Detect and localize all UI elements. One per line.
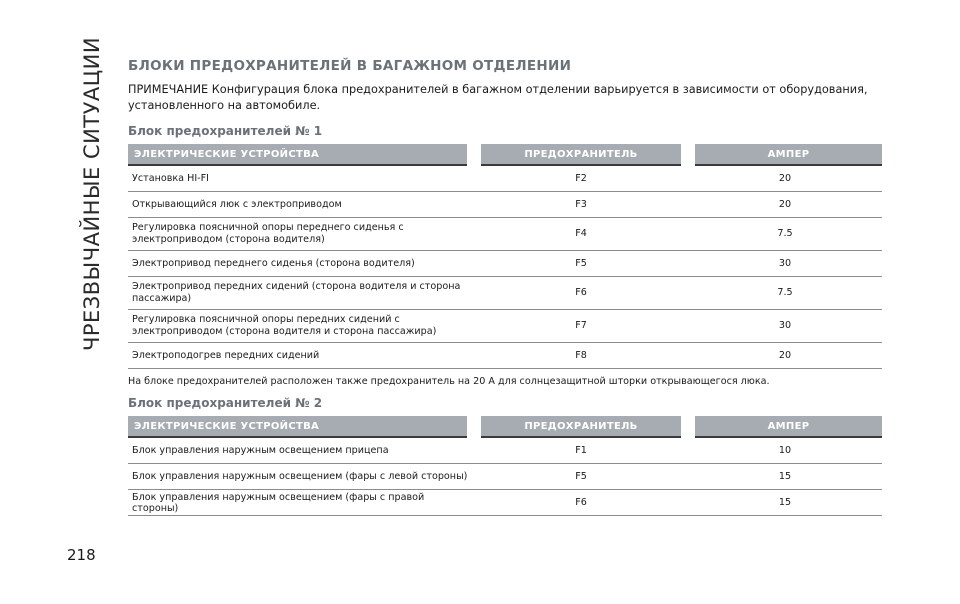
- column-header-devices: ЭЛЕКТРИЧЕСКИЕ УСТРОЙСТВА: [128, 144, 474, 165]
- table-row: [128, 490, 882, 516]
- column-header-fuse: ПРЕДОХРАНИТЕЛЬ: [474, 144, 688, 165]
- device-cell: Регулировка поясничной опоры передних сидений с электроприводом (сторона водителя и сторона пассажира): [128, 310, 474, 343]
- fuse-cell: F5: [474, 464, 688, 490]
- page-content: [128, 58, 882, 516]
- device-cell: Открывающийся люк с электроприводом: [128, 192, 474, 218]
- column-header-fuse: ПРЕДОХРАНИТЕЛЬ: [474, 416, 688, 437]
- table-row: [128, 192, 882, 218]
- amp-cell: 15: [688, 490, 882, 516]
- amp-cell: 7.5: [688, 277, 882, 310]
- table-row: [128, 310, 882, 343]
- device-cell: Блок управления наружным освещением прицепа: [128, 437, 474, 464]
- table-row: [128, 251, 882, 277]
- device-cell: Регулировка поясничной опоры переднего сиденья с электроприводом (сторона водителя): [128, 218, 474, 251]
- amp-cell: 20: [688, 192, 882, 218]
- amp-cell: 30: [688, 251, 882, 277]
- amp-cell: 15: [688, 464, 882, 490]
- amp-cell: 7.5: [688, 218, 882, 251]
- fuse-cell: F8: [474, 343, 688, 369]
- amp-cell: 20: [688, 343, 882, 369]
- table-row: [128, 437, 882, 464]
- fuse-cell: F5: [474, 251, 688, 277]
- table-row: [128, 343, 882, 369]
- fuse-cell: F6: [474, 490, 688, 516]
- table-row: [128, 464, 882, 490]
- amp-cell: 20: [688, 165, 882, 192]
- table-header-row: [128, 144, 882, 165]
- fuse-cell: F6: [474, 277, 688, 310]
- device-cell: Электропривод передних сидений (сторона водителя и сторона пассажира): [128, 277, 474, 310]
- device-cell: Электроподогрев передних сидений: [128, 343, 474, 369]
- column-header-devices: ЭЛЕКТРИЧЕСКИЕ УСТРОЙСТВА: [128, 416, 474, 437]
- device-cell: Электропривод переднего сиденья (сторона водителя): [128, 251, 474, 277]
- fuse-cell: F7: [474, 310, 688, 343]
- fuse-table-block1: [128, 144, 882, 369]
- amp-cell: 30: [688, 310, 882, 343]
- device-cell: Блок управления наружным освещением (фары с правой стороны): [128, 490, 474, 516]
- page-heading: БЛОКИ ПРЕДОХРАНИТЕЛЕЙ В БАГАЖНОМ ОТДЕЛЕНИИ: [128, 58, 572, 74]
- fuse-cell: F1: [474, 437, 688, 464]
- table-header-row: [128, 416, 882, 437]
- fuse-cell: F4: [474, 218, 688, 251]
- configuration-note: ПРИМЕЧАНИЕ Конфигурация блока предохранителей в багажном отделении варьируется в зависимости от оборудования, установленного на автомобиле.: [128, 83, 868, 112]
- device-cell: Блок управления наружным освещением (фары с левой стороны): [128, 464, 474, 490]
- column-header-amp: АМПЕР: [688, 416, 882, 437]
- fuse-cell: F2: [474, 165, 688, 192]
- table-row: [128, 165, 882, 192]
- additional-fuse-note: На блоке предохранителей расположен также предохранитель на 20 А для солнцезащитной шторки открывающегося люка.: [128, 376, 770, 387]
- block2-title: Блок предохранителей № 2: [128, 396, 323, 410]
- fuse-cell: F3: [474, 192, 688, 218]
- page-number: 218: [67, 546, 96, 564]
- amp-cell: 10: [688, 437, 882, 464]
- table-row: [128, 277, 882, 310]
- side-section-title: ЧРЕЗВЫЧАЙНЫЕ СИТУАЦИИ: [80, 36, 105, 352]
- fuse-table-block2: [128, 416, 882, 516]
- table-row: [128, 218, 882, 251]
- block1-title: Блок предохранителей № 1: [128, 124, 323, 138]
- device-cell: Установка HI-FI: [128, 165, 474, 192]
- column-header-amp: АМПЕР: [688, 144, 882, 165]
